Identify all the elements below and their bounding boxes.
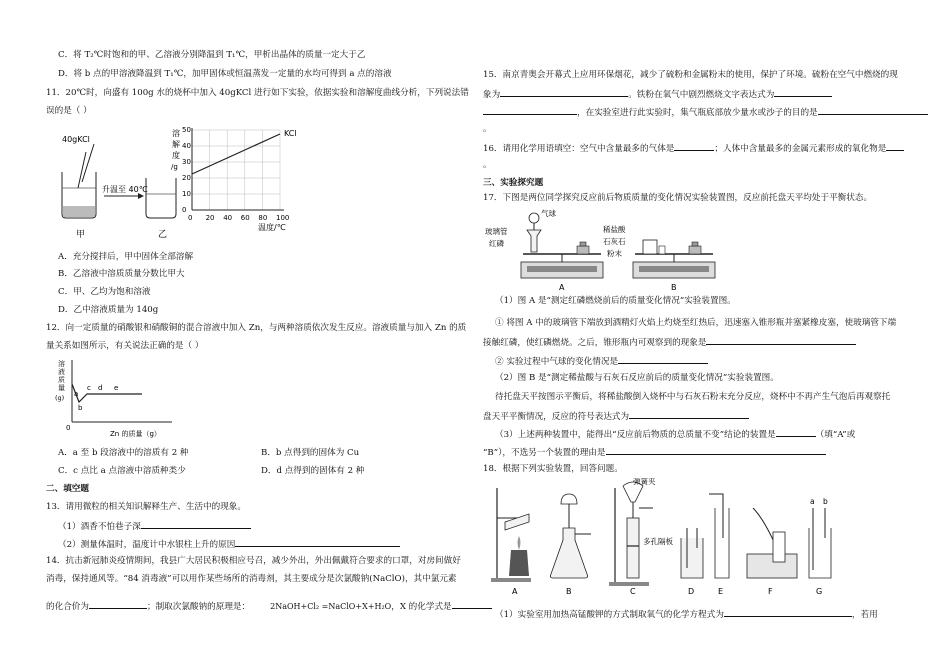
tube-c [627, 518, 639, 578]
q12-stem-line2: 量关系如图所示，有关说法正确的是（ ） [46, 341, 204, 351]
point-c: c [87, 384, 91, 392]
fig12-origin: 0 [66, 424, 71, 432]
answer-blank[interactable] [674, 142, 714, 151]
answer-blank[interactable] [235, 538, 400, 547]
y-tick-label: 10 [182, 190, 191, 198]
q17-part1a-line1: ① 将图 A 中的玻璃管下端放到酒精灯火焰上灼烧至红热后，迅速塞入锥形瓶并塞紧橡皮塞，使玻璃管下端 [495, 318, 897, 328]
apparatus-a [491, 488, 531, 582]
q11-option-c: C．甲、乙均为饱和溶液 [58, 287, 151, 297]
x-tick-label: 40 [223, 214, 233, 222]
q12-stem-line1: 12．向一定质量的硝酸银和硝酸铜的混合溶液中加入 Zn，与两种溶质依次发生反应。溶液质量与加入 Zn 的质 [46, 323, 467, 333]
label-honglin: 红磷 [489, 239, 504, 248]
answer-blank[interactable] [629, 410, 749, 419]
heat-arrow-label: 升温至 40℃ [102, 185, 148, 194]
point-b: b [78, 404, 83, 412]
q17-part3-line2: “B”），不选另一个装置的理由是 [483, 446, 826, 460]
y-tick-label: 40 [182, 142, 191, 150]
y-tick-label: 50 [182, 126, 191, 134]
q15-stem-line2: 象为 。铁粉在氧气中剧烈燃烧文字表达式为 [483, 88, 832, 102]
q18-stem: 18．根据下列实验装置，回答问题。 [483, 464, 623, 474]
caption-a: A [559, 283, 565, 292]
q17-figure [483, 206, 743, 292]
chart-ylabel-4: /g [171, 163, 178, 171]
label-fenmo: 粉末 [607, 249, 622, 258]
fig12-ylabel-1: 溶 [58, 360, 65, 368]
q11-option-b: B．乙溶液中溶质质量分数比甲大 [58, 269, 185, 279]
flask-b [550, 528, 587, 578]
q17-stem: 17．下图是两位同学探究反应前后物质质量的变化情况实验装置图，反应前托盘天平均处于平衡状态。 [483, 193, 873, 203]
alcohol-lamp [509, 550, 529, 576]
q15-stem-line1: 15．南京青奥会开幕式上应用环保烟花，减少了硫粉和金属粉末的使用，保护了环境。硫粉在空气中燃烧的现 [483, 70, 898, 80]
funnel-b [561, 494, 577, 504]
q17-part2-line1: 待托盘天平按图示平衡后，将稀盐酸倒入烧杯中与石灰石粉末充分反应，烧杯中不再产生气泡后再观察托 [495, 392, 891, 402]
q14-equation: 2NaOH+Cl₂ =NaClO+X+H₂O [270, 602, 392, 611]
answer-blank[interactable] [618, 355, 708, 364]
kcl-curve [192, 134, 280, 174]
kcl-label: 40gKCl [62, 135, 90, 144]
q10-option-c: C．将 T₂℃时饱和的甲、乙溶液分别降温到 T₁℃，甲析出晶体的质量一定大于乙 [58, 50, 366, 60]
chart-ylabel-1: 溶 [172, 129, 180, 138]
label-a: a [810, 497, 815, 506]
chart-ylabel-2: 解 [172, 140, 180, 149]
section-3-heading: 三、实验探究题 [483, 178, 544, 188]
answer-blank[interactable] [776, 428, 816, 437]
balance-b [633, 240, 715, 278]
point-e: e [114, 384, 119, 392]
q14-stem-line2: 消毒，保持通风等。“84 消毒液”可以用作某些场所的消毒剂，其主要成分是次氯酸钠(NaClO)，其中氯元素 [46, 574, 457, 584]
q13-stem: 13．请用微粒的相关知识解释生产、生活中的现象。 [46, 502, 246, 512]
q12-option-a: A．a 至 b 段溶液中的溶质有 2 种 [58, 448, 189, 458]
x-tick-label: 80 [258, 214, 268, 222]
balance-a [521, 213, 603, 278]
q11-option-a: A．充分搅拌后，甲中固体全部溶解 [58, 252, 194, 262]
label-xiyansuan: 稀盐酸 [603, 225, 626, 234]
label-tanhuangjia: 弹簧夹 [633, 478, 656, 486]
q11-figure [46, 122, 316, 240]
q14-stem-line1: 14．抗击新冠肺炎疫情期间，我县广大居民积极相应号召，减少外出，外出佩戴符合要求的口罩，对房间做好 [46, 556, 461, 566]
q11-stem-line2: 误的是（ ） [46, 106, 92, 116]
apparatus-caption: C [630, 587, 636, 596]
apparatus-g [809, 508, 831, 578]
q11-option-d: D．乙中溶液质量为 140g [58, 305, 159, 315]
test-tube [659, 246, 665, 254]
y-tick-label: 30 [182, 158, 191, 166]
fig12-curve [72, 384, 142, 402]
q12-figure [52, 356, 192, 438]
x-tick-label: 20 [205, 214, 215, 222]
q13-part2: （2）测量体温时，温度计中水银柱上升的原因 [58, 538, 400, 552]
q14-stem-line3: 的化合价为 ；制取次氯酸钠的原理是： 2NaOH+Cl₂ =NaClO+X+H₂O，X 的化学式是 [46, 600, 492, 614]
label-duokong: 多孔隔板 [643, 537, 673, 546]
x-tick-label: 60 [240, 214, 250, 222]
fig12-ylabel-5: (g) [55, 394, 65, 402]
q18-part1: （1）实验室用加热高锰酸钾的方式制取氧气的化学方程式为 ，若用 [495, 610, 878, 620]
kcl-curve-label: KCl [284, 129, 297, 138]
q17-part3-line1: （3）上述两种装置中，能得出“反应前后物质的总质量不变”结论的装置是 （填“A”或 [495, 430, 856, 440]
q13-part1: （1）酒香不怕巷子深 [58, 520, 251, 534]
fig12-xlabel: Zn 的质量（g） [110, 430, 161, 438]
answer-blank[interactable] [818, 106, 928, 115]
q17-part1: （1）图 A 是“测定红磷燃烧前后的质量变化情况”实验装置图。 [495, 296, 736, 306]
answer-blank[interactable] [89, 600, 147, 609]
q11-stem-line1: 11．20℃时，向盛有 100g 水的烧杯中加入 40gKCl 进行如下实验，依据实验和溶解度曲线分析，下列说法错 [46, 88, 469, 98]
label-boliguan: 玻璃管 [485, 227, 508, 236]
apparatus-c [609, 482, 653, 586]
fig12-ylabel-4: 量 [58, 384, 65, 392]
apparatus-caption: D [688, 587, 695, 596]
kcl-solubility-chart [171, 126, 297, 232]
q18-figure [483, 478, 833, 598]
label-qiqiu: 气球 [541, 209, 556, 218]
q17-part2: （2）图 B 是“测定稀盐酸与石灰石反应前后的质量变化情况”实验装置图。 [495, 373, 779, 383]
answer-blank[interactable] [483, 106, 577, 115]
caption-jia: 甲 [76, 230, 86, 240]
point-a: a [74, 390, 79, 398]
apparatus-f [747, 508, 797, 578]
apparatus-e [709, 494, 729, 578]
beaker-b [643, 240, 657, 254]
apparatus-b [550, 494, 591, 578]
answer-blank[interactable] [452, 600, 492, 609]
q15-end: 。 [483, 124, 492, 134]
chart-ylabel-3: 度 [172, 151, 180, 160]
test-tube-a [505, 514, 529, 530]
undissolved-solid [63, 206, 95, 217]
caption-b: B [671, 283, 677, 292]
q16-end: 。 [483, 160, 492, 170]
fig12-ylabel-2: 液 [58, 368, 65, 376]
q17-part2-line2: 盘天平平衡情况，反应的符号表达式为 [483, 410, 749, 424]
apparatus-caption: A [512, 587, 518, 596]
apparatus-d [681, 528, 703, 578]
y-tick-label: 0 [182, 206, 187, 214]
label-shihuishi: 石灰石 [603, 237, 626, 246]
balloon [529, 213, 539, 223]
answer-blank[interactable] [706, 336, 856, 345]
answer-blank[interactable] [774, 88, 832, 97]
x-tick-label: 100 [276, 214, 290, 222]
q15-stem-line3: ，在实验室进行此实验时，集气瓶底部放少量水或沙子的目的是 [483, 106, 928, 120]
q16-stem: 16．请用化学用语填空：空气中含量最多的气体是 ；人体中含量最多的金属元素形成的氧化物是 [483, 142, 904, 156]
fig12-ylabel-3: 质 [58, 376, 65, 384]
beaker-yi [146, 178, 176, 218]
point-d: d [98, 384, 103, 392]
q12-option-d: D．d 点得到的固体有 2 种 [261, 466, 365, 476]
caption-yi: 乙 [158, 230, 168, 240]
q17-part1b: ② 实验过程中气球的变化情况是 [495, 355, 708, 369]
apparatus-caption: F [768, 587, 773, 596]
q12-option-c: C．c 点比 a 点溶液中溶质种类少 [58, 466, 186, 476]
apparatus-caption: B [566, 587, 572, 596]
apparatus-caption: G [816, 587, 823, 596]
answer-blank[interactable] [141, 520, 251, 529]
label-b: b [823, 497, 828, 506]
section-2-heading: 二、填空题 [46, 484, 89, 494]
answer-blank[interactable] [606, 446, 826, 455]
q10-option-d: D．将 b 点的甲溶液降温到 T₁℃，加甲固体或恒温蒸发一定量的水均可得到 a 点的溶液 [58, 69, 392, 79]
q17-part1a-line2: 接触红磷，使红磷燃烧。之后，锥形瓶内可观察到的现象是 [483, 336, 856, 350]
answer-blank[interactable] [500, 88, 628, 97]
flask-a [527, 230, 541, 252]
apparatus-caption: E [718, 587, 724, 596]
q12-option-b: B．b 点得到的固体为 Cu [261, 448, 360, 458]
answer-blank[interactable] [886, 142, 904, 151]
chart-xlabel: 温度/℃ [258, 223, 286, 232]
y-tick-label: 20 [182, 174, 191, 182]
answer-blank[interactable] [724, 608, 852, 617]
x-tick-label: 0 [188, 214, 193, 222]
